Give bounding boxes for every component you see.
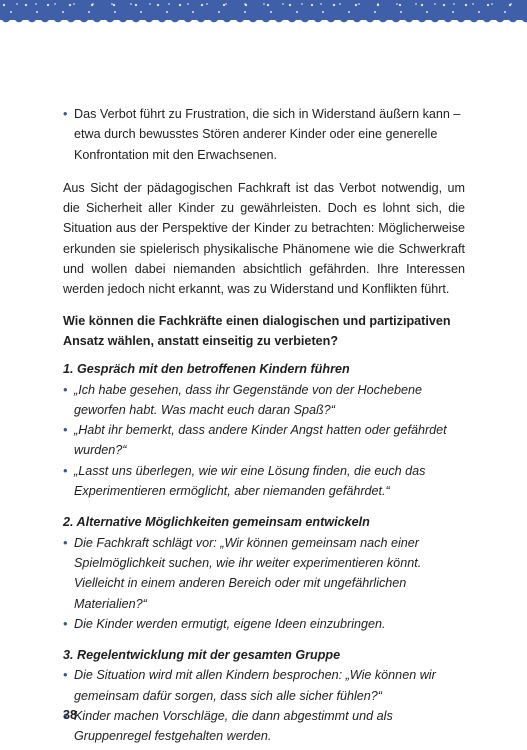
intro-bullet: • Das Verbot führt zu Frustration, die sich in Widerstand äußern kann – etwa durch bewusstes Stören anderer Kinder oder eine generelle Konfrontation mit den Erwachsenen. — [63, 104, 465, 165]
page-content — [63, 104, 465, 747]
section-1-title: 1. Gespräch mit den betroffenen Kindern führen — [63, 362, 350, 377]
question-heading: Wie können die Fachkräfte einen dialogischen und partizipativen Ansatz wählen, anstatt einseitig zu verbieten? — [63, 313, 451, 348]
page-number: 38 — [63, 708, 78, 722]
section-1-item-1: • „Ich habe gesehen, dass ihr Gegenstände von der Hochebene geworfen habt. Was macht euch daran Spaß?“ — [63, 380, 465, 421]
section-3-title: 3. Regelentwicklung mit der gesamten Gruppe — [63, 648, 341, 663]
section-1-item-2: • „Habt ihr bemerkt, dass andere Kinder Angst hatten oder gefährdet wurden?“ — [63, 420, 465, 461]
section-2-title: 2. Alternative Möglichkeiten gemeinsam entwickeln — [63, 515, 370, 530]
section-2-item-2: • Die Kinder werden ermutigt, eigene Ideen einzubringen. — [63, 614, 465, 634]
section-1-item-3: • „Lasst uns überlegen, wie wir eine Lösung finden, die euch das Experimentieren ermöglicht, aber niemanden gefährdet.“ — [63, 461, 465, 502]
body-paragraph: Aus Sicht der pädagogischen Fachkraft ist das Verbot notwendig, um die Sicherheit aller Kinder zu gewährleisten. Doch es lohnt sich, die Situation aus der Perspektive der Kinder zu betrachten: Möglicherweise erkunden sie spielerisch physikalische Phänomene wie die Schwerkraft und wollen dabei niemanden absichtlich gefährden. Ihre Interessen werden jedoch nicht erkannt, was zu Widerstand und Konflikten führt. — [63, 180, 465, 297]
section-3-item-2: • Kinder machen Vorschläge, die dann abgestimmt und als Gruppenregel festgehalten werden. — [63, 706, 465, 747]
section-3-item-1: • Die Situation wird mit allen Kindern besprochen: „Wie können wir gemeinsam dafür sorgen, dass sich alle sicher fühlen?“ — [63, 665, 465, 706]
section-2-item-1: • Die Fachkraft schlägt vor: „Wir können gemeinsam nach einer Spielmöglichkeit suchen, wie ihr weiter experimentieren könnt. Vielleicht in einem anderen Bereich oder mit ungefährlichen Materialien?“ — [63, 533, 465, 614]
decorative-top-band — [0, 0, 527, 20]
